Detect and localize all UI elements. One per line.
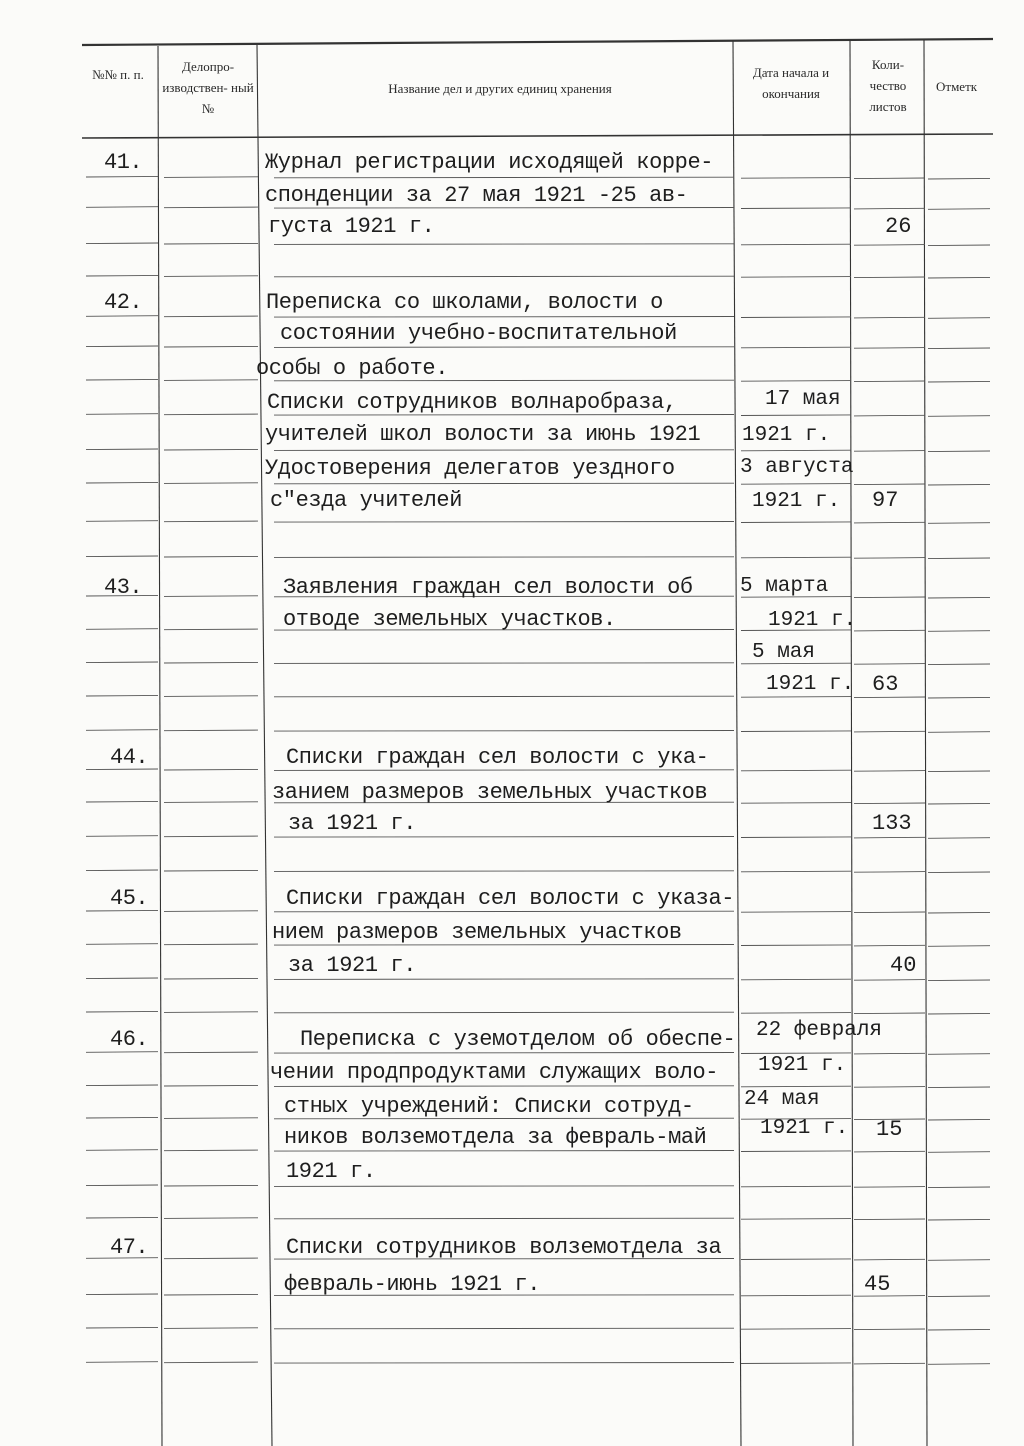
record-number: 41. [104, 150, 143, 175]
ruled-line [86, 944, 158, 945]
ruled-line [928, 484, 990, 485]
ruled-line [164, 1012, 258, 1013]
ruled-line [741, 837, 851, 838]
ruled-line [164, 730, 258, 731]
record-title-line: за 1921 г. [288, 953, 417, 978]
record-sheet-count: 97 [872, 488, 899, 513]
ruled-line [86, 801, 158, 802]
record-sheet-count: 15 [876, 1117, 903, 1142]
ruled-line [86, 978, 158, 979]
ruled-line [741, 347, 851, 348]
record-number: 43. [104, 575, 143, 600]
record-title-line: густа 1921 г. [268, 214, 435, 239]
ruled-line [854, 630, 925, 631]
record-number: 42. [104, 290, 143, 315]
ruled-line [928, 631, 990, 632]
ruled-line [274, 1151, 734, 1152]
ruled-line [164, 316, 258, 317]
ruled-line [86, 1185, 158, 1186]
ruled-line [854, 317, 925, 318]
ruled-line [928, 771, 990, 772]
ruled-line [741, 317, 851, 318]
ruled-line [741, 1013, 851, 1014]
ruled-line [274, 347, 734, 348]
record-title-line: стных учреждений: Списки сотруд- [284, 1094, 694, 1119]
ruled-line [86, 1327, 158, 1328]
ruled-line [274, 1363, 734, 1364]
record-number: 45. [110, 886, 149, 911]
ruled-line [274, 276, 734, 277]
ruled-line [86, 449, 158, 450]
ruled-line [274, 871, 734, 872]
ruled-line [164, 944, 258, 945]
ruled-line [274, 1086, 734, 1087]
ruled-line [164, 870, 258, 871]
record-date: 22 февраля [756, 1019, 883, 1042]
record-sheet-count: 63 [872, 672, 899, 697]
ruled-line [854, 348, 925, 349]
ruled-line [164, 483, 258, 484]
ruled-line [854, 872, 925, 873]
ruled-line [164, 346, 258, 347]
record-title-line: Списки сотрудников волнаробраза, [267, 390, 677, 415]
record-sheet-count: 40 [890, 953, 917, 978]
header-notes: Отметк [936, 79, 978, 94]
ruled-line [854, 771, 925, 772]
ruled-line [928, 1187, 990, 1188]
ruled-line [741, 415, 851, 416]
record-title-line: отводе земельных участков. [283, 607, 616, 632]
ruled-line [164, 1218, 258, 1219]
ruled-line [928, 912, 990, 913]
ruled-line [274, 837, 734, 838]
ruled-line [854, 912, 925, 913]
ruled-line [854, 1087, 925, 1088]
ruled-line [928, 523, 990, 524]
record-title-line: Удостоверения делегатов уездного [265, 456, 675, 481]
ruled-line [928, 1329, 990, 1330]
ruled-line [164, 629, 258, 630]
ruled-line [854, 837, 925, 838]
ruled-line [274, 317, 734, 318]
ruled-line [928, 838, 990, 839]
ruled-line [86, 730, 158, 731]
record-date: 1921 г. [752, 490, 841, 513]
record-date: 17 мая [765, 388, 841, 411]
record-title-line: ников волземотдела за февраль-май [284, 1125, 707, 1150]
ruled-line [274, 1012, 734, 1013]
ruled-line [854, 558, 925, 559]
ruled-line [86, 1011, 158, 1012]
ruled-line [164, 596, 258, 597]
ruled-line [928, 1260, 990, 1261]
ruled-line [86, 521, 158, 522]
ruled-line [274, 450, 734, 451]
ruled-line [854, 731, 925, 732]
ruled-line [928, 318, 990, 319]
ruled-line [854, 1259, 925, 1260]
ruled-line [928, 697, 990, 698]
record-number: 44. [110, 745, 149, 770]
ruled-line [741, 1329, 851, 1330]
ruled-line [164, 414, 258, 415]
ruled-line [854, 1329, 925, 1330]
ruled-line [928, 277, 990, 278]
ruled-line [928, 1119, 990, 1120]
ruled-line [86, 275, 158, 276]
ruled-line [854, 1053, 925, 1054]
ruled-line [854, 208, 925, 209]
ruled-line [164, 802, 258, 803]
record-title-line: Списки граждан сел волости с указа- [286, 886, 735, 911]
record-date: 1921 г. [766, 673, 855, 696]
ruled-line [164, 449, 258, 450]
ruled-line [854, 178, 925, 179]
record-number: 46. [110, 1027, 149, 1052]
ruled-line [741, 557, 851, 558]
record-title-line: за 1921 г. [288, 811, 417, 836]
ruled-line [741, 945, 851, 946]
ruled-line [741, 1295, 851, 1296]
ruled-line [741, 731, 851, 732]
ruled-line [86, 662, 158, 663]
record-title-line: Переписка со школами, волости о [266, 290, 663, 315]
ruled-line [928, 348, 990, 349]
record-date: 24 мая [744, 1088, 820, 1111]
ruled-line [928, 558, 990, 559]
ruled-line [854, 484, 925, 485]
record-title-line: спонденции за 27 мая 1921 -25 ав- [265, 183, 688, 208]
header-sheet-count: Коли- чество листов [869, 57, 907, 114]
ruled-line [164, 1362, 258, 1363]
record-sheet-count: 26 [885, 214, 912, 239]
ruled-line [854, 1363, 925, 1364]
ruled-line [854, 415, 925, 416]
ruled-line [741, 1086, 851, 1087]
ruled-line [164, 207, 258, 208]
ruled-line [854, 980, 925, 981]
ruled-line [854, 245, 925, 246]
record-date: 3 августа [740, 456, 854, 479]
ruled-line [741, 381, 851, 382]
ruled-line [274, 696, 734, 697]
ruled-line [741, 178, 851, 179]
record-title-line: Переписка с уземотделом об обеспе- [300, 1027, 736, 1052]
ruled-line [274, 177, 734, 178]
record-title-line: Списки сотрудников волземотдела за [286, 1235, 722, 1260]
header-office-number: Делопро- изводствен- ный № [162, 59, 254, 116]
ruled-line [741, 244, 851, 245]
ruled-line [164, 769, 258, 770]
ruled-line [274, 483, 734, 484]
ruled-line [854, 522, 925, 523]
ruled-line [741, 277, 851, 278]
ruled-line [86, 1085, 158, 1086]
ruled-line [741, 1151, 851, 1152]
record-sheet-count: 133 [872, 811, 912, 836]
ruled-line [86, 695, 158, 696]
ruled-line [928, 732, 990, 733]
ruled-line [741, 450, 851, 451]
record-title-line: состоянии учебно-воспитательной [280, 321, 677, 346]
ruled-line [928, 1087, 990, 1088]
record-number: 47. [110, 1235, 149, 1260]
ruled-line [164, 1328, 258, 1329]
ruled-line [86, 243, 158, 244]
ruled-line [164, 380, 258, 381]
ruled-line [741, 912, 851, 913]
ruled-line [86, 836, 158, 837]
ruled-line [854, 697, 925, 698]
ruled-line [274, 911, 734, 912]
ruled-line [928, 1219, 990, 1220]
ruled-line [928, 803, 990, 804]
ruled-line [274, 557, 734, 558]
ruled-line [928, 416, 990, 417]
record-title-line: Журнал регистрации исходящей корре- [265, 150, 714, 175]
ruled-line [741, 1219, 851, 1220]
record-title-line: Списки граждан сел волости с ука- [286, 745, 709, 770]
record-title-line: нием размеров земельных участков [272, 920, 682, 945]
ruled-line [86, 1294, 158, 1295]
ruled-line [928, 381, 990, 382]
ruled-line [164, 911, 258, 912]
ruled-line [741, 1363, 851, 1364]
ruled-line [928, 245, 990, 246]
ruled-line [741, 1259, 851, 1260]
ruled-line [164, 836, 258, 837]
ruled-line [741, 979, 851, 980]
ruled-line [164, 243, 258, 244]
ruled-line [86, 176, 158, 177]
ruled-line [928, 664, 990, 665]
ruled-line [741, 871, 851, 872]
ruled-line [274, 731, 734, 732]
ruled-line [928, 872, 990, 873]
ruled-line [86, 1217, 158, 1218]
ruled-line [164, 696, 258, 697]
ruled-line [86, 556, 158, 557]
ruled-line [164, 276, 258, 277]
record-date: 1921 г. [758, 1054, 847, 1077]
record-title-line: особы о работе. [256, 356, 449, 381]
ruled-line [86, 870, 158, 871]
ruled-line [164, 177, 258, 178]
ruled-line [928, 597, 990, 598]
ruled-line [164, 978, 258, 979]
ruled-line [928, 980, 990, 981]
ruled-line [86, 1150, 158, 1151]
header-title: Название дел и других единиц хранения [388, 81, 612, 96]
ruled-line [86, 1117, 158, 1118]
ruled-line [928, 1364, 990, 1365]
ruled-line [164, 1118, 258, 1119]
ruled-line [854, 1151, 925, 1152]
ruled-line [164, 1150, 258, 1151]
record-title-line: чении продпродуктами служащих воло- [270, 1060, 719, 1085]
ruled-line [854, 1013, 925, 1014]
ruled-line [854, 381, 925, 382]
ruled-line [164, 1258, 258, 1259]
ruled-line [928, 451, 990, 452]
ruled-line [854, 451, 925, 452]
ruled-line [854, 1187, 925, 1188]
ruled-line [854, 664, 925, 665]
ruled-line [854, 945, 925, 946]
ruled-line [86, 207, 158, 208]
ruled-line [854, 277, 925, 278]
ruled-line [274, 244, 734, 245]
record-sheet-count: 45 [864, 1272, 891, 1297]
ruled-line [86, 414, 158, 415]
ruled-line [854, 803, 925, 804]
record-title-line: занием размеров земельных участков [272, 780, 708, 805]
record-date: 1921 г. [768, 609, 857, 632]
ruled-line [928, 1152, 990, 1153]
ruled-line [274, 1053, 734, 1054]
ruled-line [928, 178, 990, 179]
header-dates: Дата начала и окончания [752, 65, 830, 101]
record-date: 5 марта [740, 575, 829, 598]
ruled-line [854, 597, 925, 598]
record-title-line: с"езда учителей [270, 488, 463, 513]
ruled-line [86, 379, 158, 380]
record-date: 1921 г. [760, 1117, 849, 1140]
ruled-line [86, 346, 158, 347]
record-date: 5 мая [752, 641, 816, 664]
ruled-line [86, 482, 158, 483]
ruled-line [164, 662, 258, 663]
ruled-line [274, 522, 734, 523]
ruled-line [928, 1054, 990, 1055]
ruled-line [164, 1294, 258, 1295]
record-title-line: февраль-июнь 1921 г. [284, 1272, 541, 1297]
ruled-line [164, 1185, 258, 1186]
ruled-line [741, 522, 851, 523]
header-num: №№ п. п. [92, 67, 144, 82]
ruled-line [928, 209, 990, 210]
ruled-line [741, 484, 851, 485]
record-title-line: Заявления граждан сел волости об [283, 575, 693, 600]
ruled-line [274, 663, 734, 664]
ruled-line [854, 1219, 925, 1220]
ruled-line [274, 1328, 734, 1329]
ruled-line [274, 1218, 734, 1219]
ruled-line [164, 1052, 258, 1053]
ruled-line [274, 1186, 734, 1187]
ruled-line [164, 521, 258, 522]
ruled-line [741, 770, 851, 771]
ruled-line [741, 1186, 851, 1187]
ruled-line [928, 1296, 990, 1297]
ruled-line [741, 803, 851, 804]
ruled-line [928, 1013, 990, 1014]
ruled-line [928, 946, 990, 947]
ruled-line [86, 629, 158, 630]
ruled-line [86, 1362, 158, 1363]
ruled-line [741, 697, 851, 698]
record-title-line: 1921 г. [286, 1159, 376, 1184]
ruled-line [164, 1085, 258, 1086]
ruled-line [86, 316, 158, 317]
record-date: 1921 г. [742, 424, 831, 447]
record-title-line: учителей школ волости за июнь 1921 [265, 422, 701, 447]
ruled-line [164, 556, 258, 557]
ruled-line [274, 979, 734, 980]
ruled-line [741, 208, 851, 209]
